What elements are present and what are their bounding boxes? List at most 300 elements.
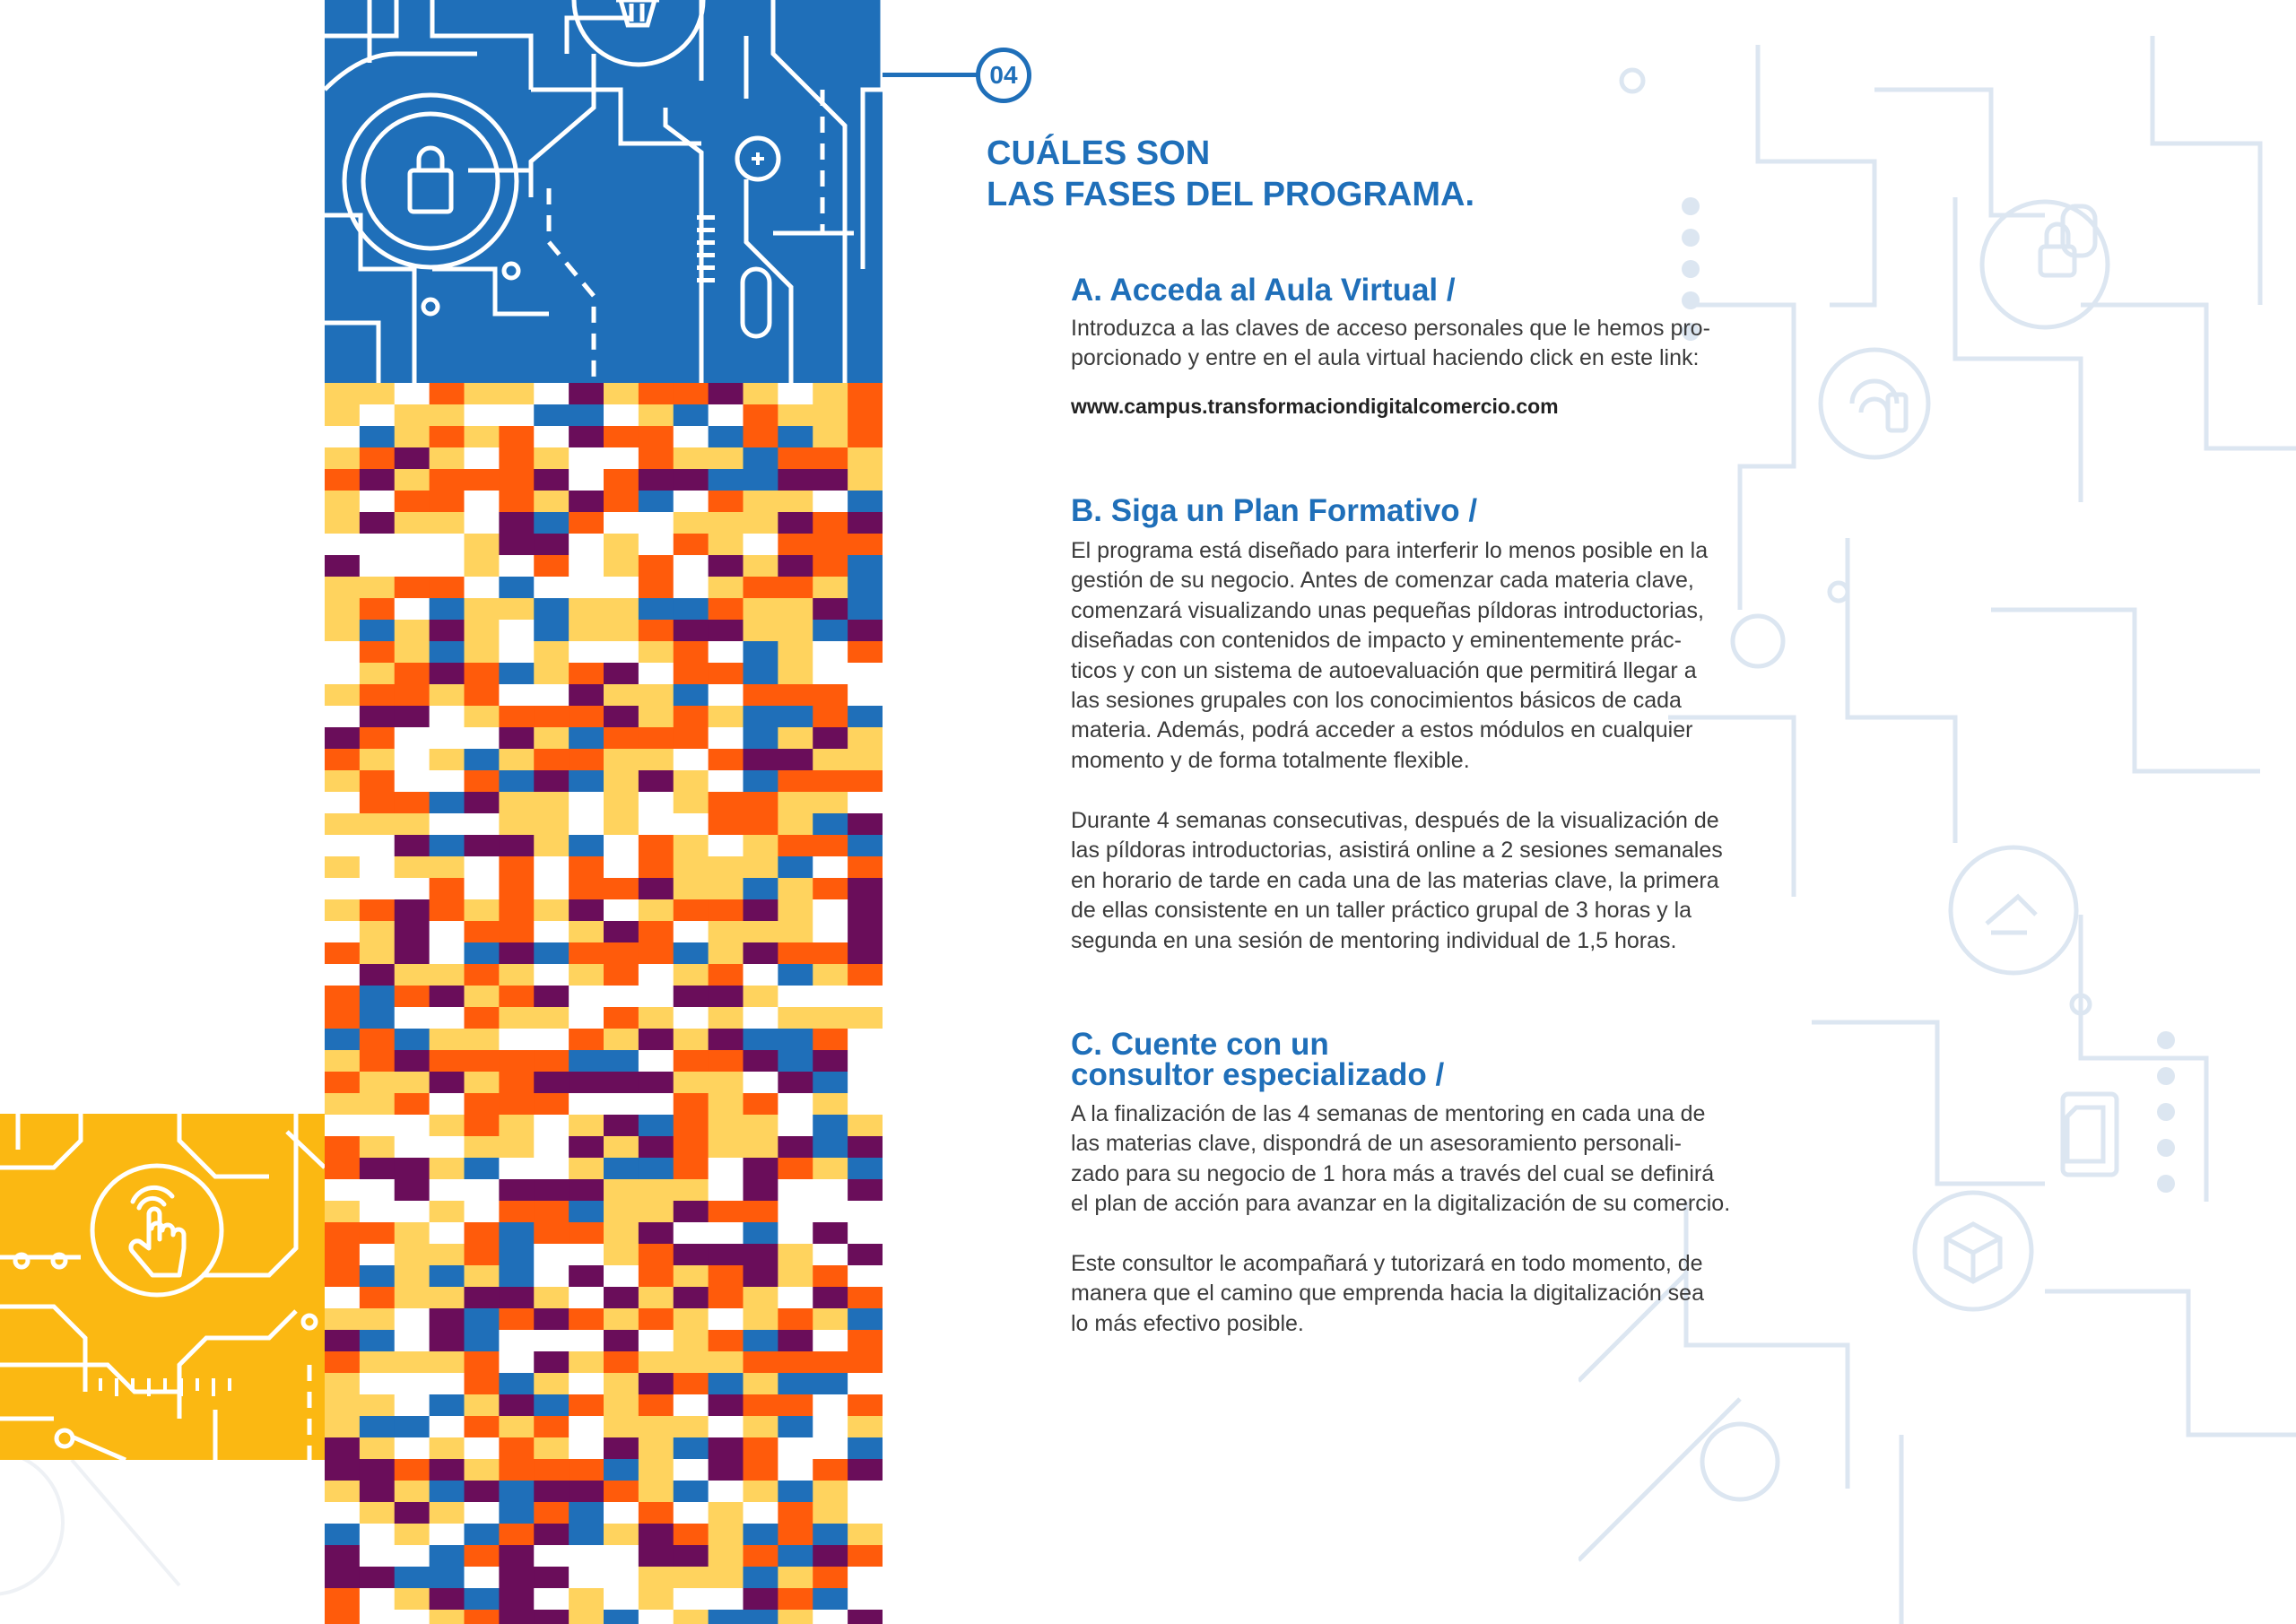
mosaic-tile: [813, 964, 848, 986]
mosaic-tile: [465, 1136, 500, 1159]
mosaic-tile: [430, 1502, 465, 1524]
mosaic-tile: [813, 1029, 848, 1051]
mosaic-tile: [325, 1179, 360, 1202]
mosaic-tile: [709, 555, 744, 578]
mosaic-tile: [709, 1050, 744, 1073]
mosaic-tile: [499, 1222, 534, 1245]
mosaic-tile: [848, 426, 883, 448]
mosaic-tile: [325, 684, 360, 707]
mosaic-tile: [569, 1007, 604, 1029]
section-c-paragraph-2: [1071, 1249, 1820, 1339]
mosaic-tile: [674, 1567, 709, 1589]
mosaic-tile: [360, 534, 395, 556]
mosaic-tile: [639, 899, 674, 922]
mosaic-tile: [639, 1029, 674, 1051]
mosaic-tile: [604, 1050, 639, 1073]
mosaic-tile: [499, 447, 534, 470]
mosaic-tile: [604, 1610, 639, 1624]
mosaic-tile: [499, 577, 534, 599]
mosaic-tile: [534, 1007, 569, 1029]
mosaic-tile: [674, 512, 709, 534]
mosaic-tile: [360, 899, 395, 922]
mosaic-tile: [778, 1029, 813, 1051]
mosaic-tile: [534, 1459, 569, 1481]
mosaic-tile: [744, 1093, 778, 1116]
mosaic-tile: [360, 813, 395, 836]
mosaic-tile: [465, 964, 500, 986]
mosaic-tile: [639, 1610, 674, 1624]
mosaic-tile: [360, 1330, 395, 1352]
mosaic-tile: [430, 792, 465, 814]
mosaic-tile: [534, 1201, 569, 1223]
mosaic-tile: [534, 426, 569, 448]
mosaic-tile: [395, 1244, 430, 1266]
mosaic-tile: [604, 447, 639, 470]
mosaic-tile: [534, 1136, 569, 1159]
mosaic-tile: [848, 641, 883, 664]
mosaic-tile: [569, 1545, 604, 1568]
mosaic-tile: [569, 404, 604, 427]
mosaic-tile: [813, 1136, 848, 1159]
section-c-heading-line-1: C. Cuente con un: [1071, 1027, 1329, 1062]
mosaic-tile: [639, 835, 674, 857]
mosaic-tile: [569, 555, 604, 578]
mosaic-tile: [778, 813, 813, 836]
mosaic-tile: [639, 1459, 674, 1481]
mosaic-tile: [465, 1588, 500, 1611]
mosaic-tile: [534, 727, 569, 750]
mosaic-tile: [430, 620, 465, 642]
mosaic-tile: [430, 1072, 465, 1094]
mosaic-tile: [674, 942, 709, 965]
mosaic-tile: [430, 534, 465, 556]
mosaic-tile: [325, 964, 360, 986]
mosaic-tile: [465, 1093, 500, 1116]
mosaic-tile: [430, 1567, 465, 1589]
mosaic-tile: [569, 792, 604, 814]
campus-link[interactable]: www.campus.transformaciondigitalcomercio.com: [1071, 395, 1559, 418]
mosaic-tile: [744, 1373, 778, 1395]
mosaic-tile: [778, 1567, 813, 1589]
mosaic-tile: [430, 577, 465, 599]
mosaic-tile: [848, 1158, 883, 1180]
mosaic-tile: [465, 1351, 500, 1374]
mosaic-tile: [395, 404, 430, 427]
mosaic-tile: [674, 491, 709, 513]
mosaic-tile: [709, 1373, 744, 1395]
mosaic-tile: [744, 1115, 778, 1137]
mosaic-tile: [569, 620, 604, 642]
mosaic-tile: [465, 1029, 500, 1051]
mosaic-tile: [604, 598, 639, 621]
mosaic-tile: [744, 1287, 778, 1309]
mosaic-tile: [744, 1481, 778, 1503]
mosaic-tile: [569, 534, 604, 556]
mosaic-tile: [499, 1545, 534, 1568]
mosaic-tile: [325, 1115, 360, 1137]
mosaic-tile: [395, 598, 430, 621]
body-line: momento y de forma totalmente flexible.: [1071, 747, 1470, 773]
mosaic-tile: [604, 1567, 639, 1589]
mosaic-tile: [499, 1158, 534, 1180]
mosaic-tile: [744, 598, 778, 621]
mosaic-tile: [744, 620, 778, 642]
mosaic-tile: [778, 1481, 813, 1503]
mosaic-tile: [534, 1179, 569, 1202]
mosaic-tile: [395, 641, 430, 664]
mosaic-tile: [569, 1050, 604, 1073]
mosaic-tile: [778, 986, 813, 1008]
mosaic-tile: [848, 1007, 883, 1029]
mosaic-tile: [813, 1588, 848, 1611]
mosaic-tile: [325, 1201, 360, 1223]
mosaic-tile: [499, 684, 534, 707]
mosaic-tile: [674, 1201, 709, 1223]
mosaic-tile: [430, 1029, 465, 1051]
mosaic-tile: [813, 684, 848, 707]
mosaic-tile: [465, 1158, 500, 1180]
mosaic-tile: [639, 1265, 674, 1288]
mosaic-tile: [709, 1481, 744, 1503]
mosaic-tile: [604, 1287, 639, 1309]
mosaic-tile: [569, 706, 604, 728]
mosaic-tile: [674, 878, 709, 900]
mosaic-tile: [674, 835, 709, 857]
mosaic-tile: [325, 1394, 360, 1417]
mosaic-tile: [744, 1222, 778, 1245]
mosaic-tile: [813, 598, 848, 621]
mosaic-tile: [465, 706, 500, 728]
mosaic-tile: [534, 835, 569, 857]
mosaic-tile: [395, 555, 430, 578]
mosaic-tile: [534, 1524, 569, 1546]
mosaic-tile: [325, 577, 360, 599]
mosaic-tile: [744, 663, 778, 685]
mosaic-tile: [360, 1502, 395, 1524]
mosaic-tile: [569, 1437, 604, 1460]
mosaic-tile: [360, 684, 395, 707]
mosaic-tile: [534, 749, 569, 771]
mosaic-tile: [499, 1308, 534, 1331]
mosaic-tile: [778, 1007, 813, 1029]
mosaic-tile: [499, 856, 534, 879]
mosaic-tile: [639, 620, 674, 642]
mosaic-tile: [813, 447, 848, 470]
mosaic-tile: [709, 1115, 744, 1137]
mosaic-tile: [395, 1481, 430, 1503]
mosaic-tile: [395, 1050, 430, 1073]
mosaic-tile: [430, 1416, 465, 1438]
mosaic-tile: [709, 706, 744, 728]
mosaic-tile: [604, 426, 639, 448]
mosaic-tile: [778, 534, 813, 556]
mosaic-tile: [639, 1115, 674, 1137]
mosaic-tile: [744, 1330, 778, 1352]
mosaic-tile: [325, 1524, 360, 1546]
mosaic-tile: [430, 1308, 465, 1331]
mosaic-tile: [674, 1524, 709, 1546]
mosaic-tile: [744, 964, 778, 986]
mosaic-tile: [360, 921, 395, 943]
mosaic-tile: [569, 1201, 604, 1223]
page-number-badge: 04: [976, 48, 1031, 103]
mosaic-tile: [848, 727, 883, 750]
mosaic-tile: [778, 1093, 813, 1116]
mosaic-tile: [813, 1416, 848, 1438]
mosaic-tile: [360, 1308, 395, 1331]
mosaic-tile: [534, 1093, 569, 1116]
mosaic-tile: [604, 512, 639, 534]
mosaic-tile: [778, 1416, 813, 1438]
mosaic-tile: [778, 1222, 813, 1245]
mosaic-tile: [465, 835, 500, 857]
mosaic-tile: [674, 1029, 709, 1051]
mosaic-tile: [499, 878, 534, 900]
mosaic-tile: [465, 1050, 500, 1073]
mosaic-tile: [499, 749, 534, 771]
mosaic-tile: [430, 1394, 465, 1417]
mosaic-tile: [744, 1416, 778, 1438]
mosaic-tile: [499, 792, 534, 814]
mosaic-tile: [744, 1437, 778, 1460]
body-line: las materias clave, dispondrá de un asesoramiento personali-: [1071, 1131, 1682, 1157]
mosaic-tile: [360, 792, 395, 814]
mosaic-tile: [325, 1610, 360, 1624]
mosaic-tile: [325, 1007, 360, 1029]
mosaic-tile: [534, 1610, 569, 1624]
mosaic-tile: [709, 383, 744, 405]
mosaic-tile: [813, 899, 848, 922]
mosaic-tile: [430, 964, 465, 986]
mosaic-tile: [848, 577, 883, 599]
mosaic-tile: [325, 1158, 360, 1180]
mosaic-tile: [395, 534, 430, 556]
mosaic-tile: [325, 878, 360, 900]
mosaic-tile: [395, 986, 430, 1008]
mosaic-tile: [430, 856, 465, 879]
mosaic-tile: [813, 577, 848, 599]
body-line: de ellas consistente en un taller práctico grupal de 3 horas y la: [1071, 898, 1692, 924]
mosaic-tile: [360, 620, 395, 642]
mosaic-tile: [325, 899, 360, 922]
mosaic-tile: [813, 856, 848, 879]
mosaic-tile: [813, 491, 848, 513]
mosaic-tile: [465, 813, 500, 836]
mosaic-tile: [395, 491, 430, 513]
mosaic-tile: [430, 684, 465, 707]
mosaic-tile: [848, 964, 883, 986]
mosaic-tile: [813, 1115, 848, 1137]
mosaic-tile: [639, 426, 674, 448]
mosaic-tile: [430, 1244, 465, 1266]
mosaic-tile: [534, 1330, 569, 1352]
mosaic-tile: [674, 964, 709, 986]
mosaic-tile: [813, 835, 848, 857]
mosaic-tile: [604, 1502, 639, 1524]
mosaic-tile: [744, 684, 778, 707]
mosaic-tile: [430, 1610, 465, 1624]
mosaic-tile: [604, 1072, 639, 1094]
mosaic-tile: [604, 1394, 639, 1417]
mosaic-tile: [674, 1244, 709, 1266]
wifi-card-icon: [1852, 381, 1906, 430]
mosaic-tile: [325, 1545, 360, 1568]
mosaic-tile: [639, 684, 674, 707]
mosaic-tile: [604, 1373, 639, 1395]
mosaic-tile: [709, 942, 744, 965]
mosaic-tile: [604, 964, 639, 986]
mosaic-tile: [709, 1459, 744, 1481]
mosaic-tile: [465, 684, 500, 707]
mosaic-tile: [465, 1459, 500, 1481]
mosaic-tile: [639, 727, 674, 750]
mosaic-tile: [813, 1222, 848, 1245]
mosaic-tile: [360, 1567, 395, 1589]
mosaic-tile: [848, 1222, 883, 1245]
mosaic-tile: [674, 469, 709, 491]
mosaic-tile: [848, 878, 883, 900]
mosaic-tile: [499, 813, 534, 836]
mosaic-tile: [325, 1437, 360, 1460]
mosaic-tile: [744, 1308, 778, 1331]
mosaic-tile: [744, 878, 778, 900]
mosaic-tile: [604, 469, 639, 491]
mosaic-tile: [604, 878, 639, 900]
mosaic-tile: [604, 986, 639, 1008]
mosaic-tile: [325, 491, 360, 513]
mosaic-tile: [499, 1115, 534, 1137]
mosaic-tile: [674, 1330, 709, 1352]
mosaic-tile: [674, 1050, 709, 1073]
mosaic-tile: [848, 1330, 883, 1352]
mosaic-tile: [604, 1158, 639, 1180]
mosaic-tile: [465, 1244, 500, 1266]
mosaic-tile: [499, 1524, 534, 1546]
mosaic-tile: [848, 1308, 883, 1331]
mosaic-tile: [709, 512, 744, 534]
mosaic-tile: [465, 620, 500, 642]
mosaic-tile: [674, 426, 709, 448]
mosaic-tile: [465, 986, 500, 1008]
mosaic-tile: [778, 684, 813, 707]
mosaic-tile: [604, 577, 639, 599]
mosaic-tile: [360, 835, 395, 857]
mosaic-tile: [465, 856, 500, 879]
mosaic-tile: [674, 1373, 709, 1395]
mosaic-tile: [499, 1437, 534, 1460]
mosaic-tile: [848, 1588, 883, 1611]
mosaic-tile: [744, 1201, 778, 1223]
mosaic-tile: [848, 1136, 883, 1159]
mosaic-tile: [848, 1029, 883, 1051]
mosaic-tile: [430, 1115, 465, 1137]
mosaic-tile: [674, 1136, 709, 1159]
mosaic-tile: [395, 749, 430, 771]
mosaic-tile: [709, 1545, 744, 1568]
mosaic-tile: [604, 835, 639, 857]
mosaic-tile: [744, 555, 778, 578]
mosaic-tile: [569, 749, 604, 771]
mosaic-tile: [709, 684, 744, 707]
mosaic-tile: [604, 1481, 639, 1503]
mosaic-tile: [709, 1437, 744, 1460]
mosaic-tile: [465, 1610, 500, 1624]
mosaic-tile: [360, 1437, 395, 1460]
mosaic-tile: [569, 986, 604, 1008]
mosaic-tile: [778, 1610, 813, 1624]
mosaic-tile: [569, 1244, 604, 1266]
mosaic-tile: [778, 749, 813, 771]
mosaic-tile: [778, 770, 813, 793]
mosaic-tile: [639, 383, 674, 405]
mosaic-tile: [813, 1265, 848, 1288]
mosaic-tile: [325, 1136, 360, 1159]
mosaic-tile: [325, 1567, 360, 1589]
mosaic-tile: [395, 878, 430, 900]
mosaic-tile: [569, 1330, 604, 1352]
mosaic-tile: [709, 1072, 744, 1094]
mosaic-tile: [778, 727, 813, 750]
mosaic-tile: [325, 813, 360, 836]
mosaic-tile: [325, 1244, 360, 1266]
mosaic-tile: [499, 491, 534, 513]
mosaic-tile: [813, 1459, 848, 1481]
mosaic-tile: [465, 1481, 500, 1503]
mosaic-tile: [569, 1265, 604, 1288]
section-c-paragraph-1: [1071, 1099, 1820, 1220]
mosaic-tile: [499, 1287, 534, 1309]
body-line: en horario de tarde en cada una de las materias clave, la primera: [1071, 867, 1719, 893]
mosaic-tile: [813, 1610, 848, 1624]
mosaic-tile: [325, 663, 360, 685]
mosaic-tile: [813, 1201, 848, 1223]
mosaic-tile: [569, 491, 604, 513]
body-line: A la finalización de las 4 semanas de mentoring en cada una de: [1071, 1101, 1706, 1126]
mosaic-tile: [430, 1136, 465, 1159]
mosaic-tile: [430, 749, 465, 771]
mosaic-tile: [534, 1588, 569, 1611]
mosaic-tile: [813, 534, 848, 556]
mosaic-tile: [778, 1588, 813, 1611]
mosaic-tile: [360, 964, 395, 986]
mosaic-tile: [360, 1115, 395, 1137]
mosaic-tile: [744, 1545, 778, 1568]
mosaic-tile: [325, 1373, 360, 1395]
mosaic-tile: [744, 534, 778, 556]
mosaic-tile: [534, 598, 569, 621]
mosaic-tile: [744, 986, 778, 1008]
mosaic-tile: [744, 1050, 778, 1073]
mosaic-tile: [395, 813, 430, 836]
mosaic-tile: [778, 1136, 813, 1159]
mosaic-tile: [325, 921, 360, 943]
mosaic-tile: [430, 986, 465, 1008]
mosaic-tile: [534, 1394, 569, 1417]
mosaic-tile: [430, 491, 465, 513]
mosaic-tile: [360, 770, 395, 793]
mosaic-tile: [430, 1158, 465, 1180]
mosaic-tile: [325, 1416, 360, 1438]
mosaic-tile: [569, 856, 604, 879]
mosaic-tile: [674, 641, 709, 664]
mosaic-tile: [674, 1351, 709, 1374]
mosaic-tile: [639, 404, 674, 427]
mosaic-tile: [360, 1222, 395, 1245]
mosaic-tile: [813, 641, 848, 664]
mosaic-tile: [465, 426, 500, 448]
mosaic-tile: [499, 469, 534, 491]
mosaic-tile: [709, 426, 744, 448]
